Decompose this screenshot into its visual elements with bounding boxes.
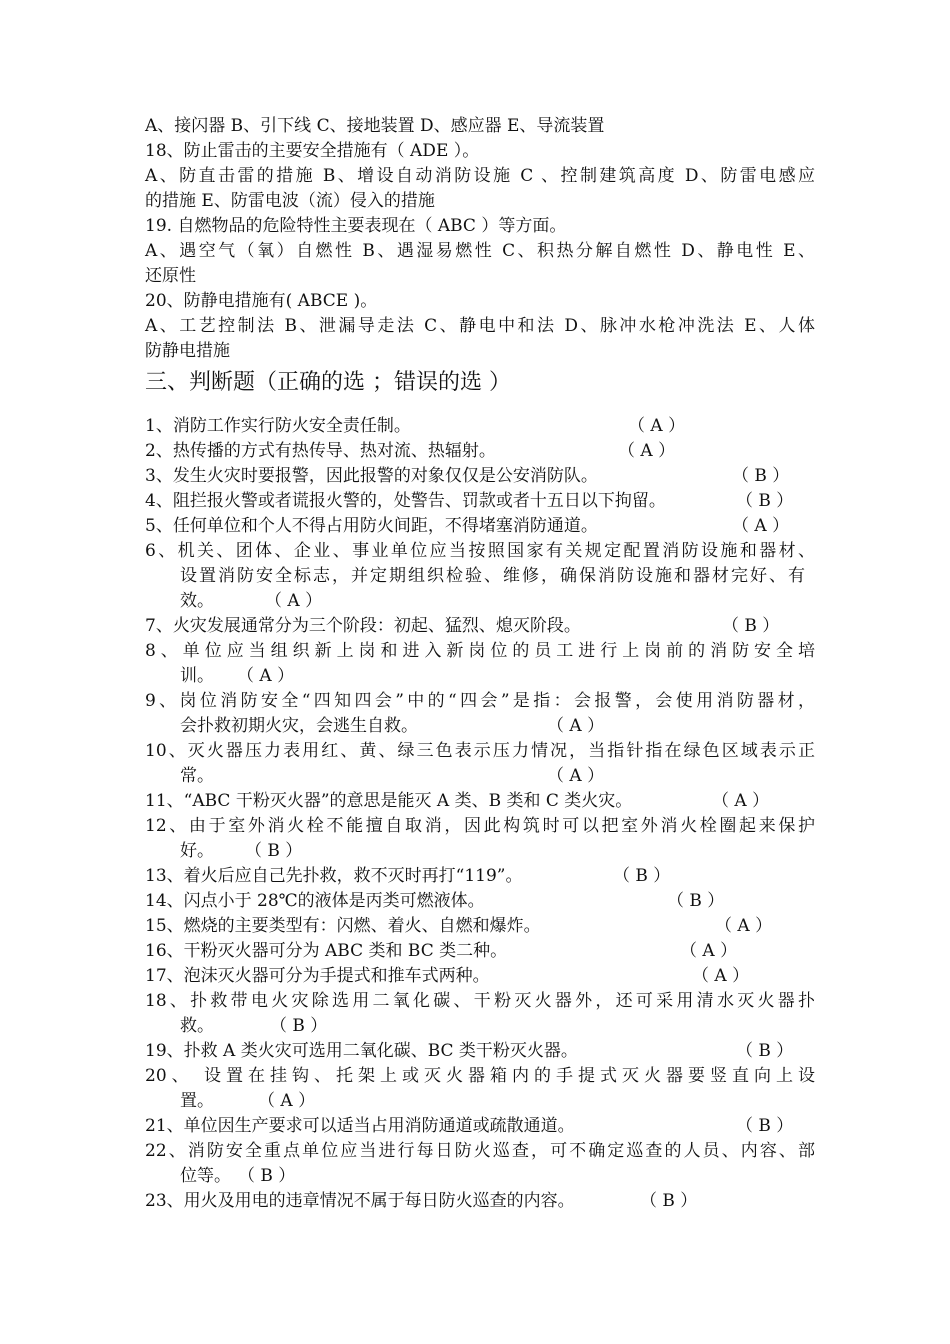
- answer: （ A ）: [712, 791, 770, 811]
- question-line: 位等。: [180, 1166, 231, 1186]
- answer: （ B ）: [736, 1041, 794, 1061]
- text-line: A、防直击雷的措施 B、增设自动消防设施 C 、控制建筑高度 D、防雷电感应: [145, 166, 815, 186]
- text-line: 的措施 E、防雷电波（流）侵入的措施: [145, 191, 435, 211]
- answer: （ A ）: [628, 416, 686, 436]
- answer: （ A ）: [237, 666, 295, 686]
- question-line: 常。: [180, 766, 214, 786]
- answer: （ A ）: [680, 941, 738, 961]
- text-line: A、接闪器 B、引下线 C、接地装置 D、感应器 E、导流装置: [145, 116, 605, 136]
- question-line: 13、着火后应自己先扑救，救不灭时再打“119”。: [145, 866, 523, 886]
- question-line: 会扑救初期火灾，会逃生自救。: [180, 716, 418, 736]
- answer: （ A ）: [618, 441, 676, 461]
- question-line: 训。: [180, 666, 214, 686]
- question-line: 19、扑救 A 类火灾可选用二氧化碳、BC 类干粉灭火器。: [145, 1041, 578, 1061]
- question-line: 好。: [180, 841, 214, 861]
- question-line: 4、阻拦报火警或者谎报火警的，处警告、罚款或者十五日以下拘留。: [145, 491, 666, 511]
- answer: （ B ）: [736, 491, 794, 511]
- question-line: 16、干粉灭火器可分为 ABC 类和 BC 类二种。: [145, 941, 508, 961]
- text-line: 20、防静电措施有( ABCE )。: [145, 291, 378, 311]
- question-line: 设置消防安全标志，并定期组织检验、维修，确保消防设施和器材完好、有: [180, 566, 805, 586]
- question-line: 18、扑救带电火灾除选用二氧化碳、干粉灭火器外，还可采用清水灭火器扑: [145, 991, 815, 1011]
- question-line: 7、火灾发展通常分为三个阶段：初起、猛烈、熄灭阶段。: [145, 616, 581, 636]
- question-line: 救。: [180, 1016, 214, 1036]
- question-line: 17、泡沫灭火器可分为手提式和推车式两种。: [145, 966, 490, 986]
- question-line: 5、任何单位和个人不得占用防火间距，不得堵塞消防通道。: [145, 516, 598, 536]
- answer: （ A ）: [547, 716, 605, 736]
- question-line: 效。: [180, 591, 214, 611]
- answer: （ B ）: [667, 891, 725, 911]
- answer: （ B ）: [245, 841, 303, 861]
- answer: （ A ）: [692, 966, 750, 986]
- answer: （ A ）: [547, 766, 605, 786]
- text-line: 还原性: [145, 266, 196, 286]
- question-line: 8、单位应当组织新上岗和进入新岗位的员工进行上岗前的消防安全培: [145, 641, 815, 661]
- answer: （ B ）: [732, 466, 790, 486]
- answer: （ A ）: [258, 1091, 316, 1111]
- question-line: 9、岗位消防安全“四知四会”中的“四会”是指：会报警，会使用消防器材，: [145, 691, 815, 711]
- question-line: 11、“ABC 干粉灭火器”的意思是能灭 A 类、B 类和 C 类火灾。: [145, 791, 633, 811]
- question-line: 12、由于室外消火栓不能擅自取消，因此构筑时可以把室外消火栓圈起来保护: [145, 816, 815, 836]
- answer: （ A ）: [715, 916, 773, 936]
- question-line: 14、闪点小于 28℃的液体是丙类可燃液体。: [145, 891, 485, 911]
- section-heading: 三、判断题（正确的选 ；错误的选 ）: [145, 370, 511, 395]
- answer: （ B ）: [613, 866, 671, 886]
- text-line: A、工艺控制法 B、泄漏导走法 C、静电中和法 D、脉冲水枪冲洗法 E、人体: [145, 316, 815, 336]
- answer: （ B ）: [640, 1191, 698, 1211]
- answer: （ B ）: [722, 616, 780, 636]
- text-line: 18、防止雷击的主要安全措施有（ ADE ）。: [145, 141, 480, 161]
- question-line: 3、发生火灾时要报警，因此报警的对象仅仅是公安消防队。: [145, 466, 598, 486]
- question-line: 10、灭火器压力表用红、黄、绿三色表示压力情况，当指针指在绿色区域表示正: [145, 741, 815, 761]
- text-line: A、遇空气（氧）自燃性 B、遇湿易燃性 C、积热分解自燃性 D、静电性 E、: [145, 241, 815, 261]
- question-line: 1、消防工作实行防火安全责任制。: [145, 416, 411, 436]
- question-line: 置。: [180, 1091, 214, 1111]
- text-line: 防静电措施: [145, 341, 230, 361]
- question-line: 2、热传播的方式有热传导、热对流、热辐射。: [145, 441, 496, 461]
- question-line: 21、单位因生产要求可以适当占用消防通道或疏散通道。: [145, 1116, 575, 1136]
- answer: （ B ）: [238, 1166, 296, 1186]
- question-line: 23、用火及用电的违章情况不属于每日防火巡查的内容。: [145, 1191, 575, 1211]
- answer: （ A ）: [732, 516, 790, 536]
- question-line: 15、燃烧的主要类型有：闪燃、着火、自燃和爆炸。: [145, 916, 541, 936]
- question-line: 22、消防安全重点单位应当进行每日防火巡查，可不确定巡查的人员、内容、部: [145, 1141, 815, 1161]
- answer: （ B ）: [270, 1016, 328, 1036]
- answer: （ A ）: [265, 591, 323, 611]
- question-line: 6、机关、团体、企业、事业单位应当按照国家有关规定配置消防设施和器材、: [145, 541, 815, 561]
- text-line: 19. 自燃物品的危险特性主要表现在（ ABC ）等方面。: [145, 216, 567, 236]
- question-line: 20、 设置在挂钩、托架上或灭火器箱内的手提式灭火器要竖直向上设: [145, 1066, 815, 1086]
- answer: （ B ）: [736, 1116, 794, 1136]
